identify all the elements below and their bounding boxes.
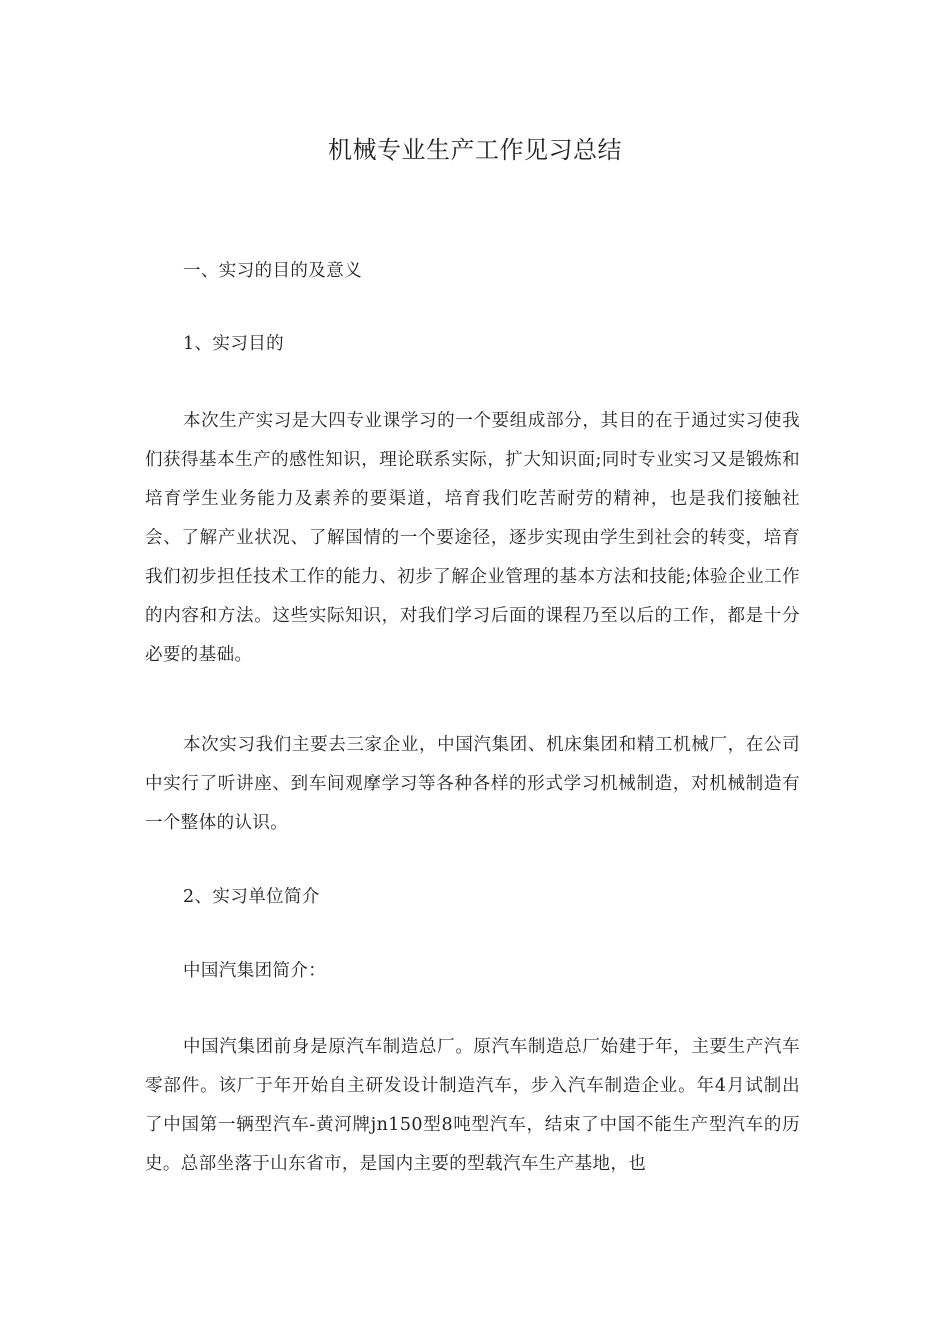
- body-paragraph: 中国汽集团前身是原汽车制造总厂。原汽车制造总厂始建于年，主要生产汽车零部件。该厂于年开始自主研发设计制造汽车，步入汽车制造企业。年4月试制出了中国第一辆型汽车-黄河牌jn150型8吨型汽车，结束了中国不能生产型汽车的历史。总部坐落于山东省市，是国内主要的型载汽车生产基地，也: [145, 1037, 800, 1174]
- body-paragraph: 本次生产实习是大四专业课学习的一个要组成部分，其目的在于通过实习使我们获得基本生产的感性知识，理论联系实际，扩大知识面;同时专业实习又是锻炼和培育学生业务能力及素养的要渠道，培育我们吃苦耐劳的精神，也是我们接触社会、了解产业状况、了解国情的一个要途径，逐步实现由学生到社会的转变，培育我们初步担任技术工作的能力、初步了解企业管理的基本方法和技能;体验企业工作的内容和方法。这些实际知识，对我们学习后面的课程乃至以后的工作，都是十分必要的基础。: [145, 411, 800, 665]
- section-heading: 一、实习的目的及意义: [183, 261, 362, 281]
- body-paragraph: 本次实习我们主要去三家企业，中国汽集团、机床集团和精工机械厂，在公司中实行了听讲座、到车间观摩学习等各种各样的形式学习机械制造，对机械制造有一个整体的认识。: [145, 735, 800, 833]
- subsection-heading: 1、实习目的: [183, 334, 285, 354]
- document-title: 机械专业生产工作见习总结: [328, 136, 622, 164]
- company-heading: 中国汽集团简介：: [183, 961, 327, 981]
- subsection-heading: 2、实习单位简介: [183, 887, 320, 907]
